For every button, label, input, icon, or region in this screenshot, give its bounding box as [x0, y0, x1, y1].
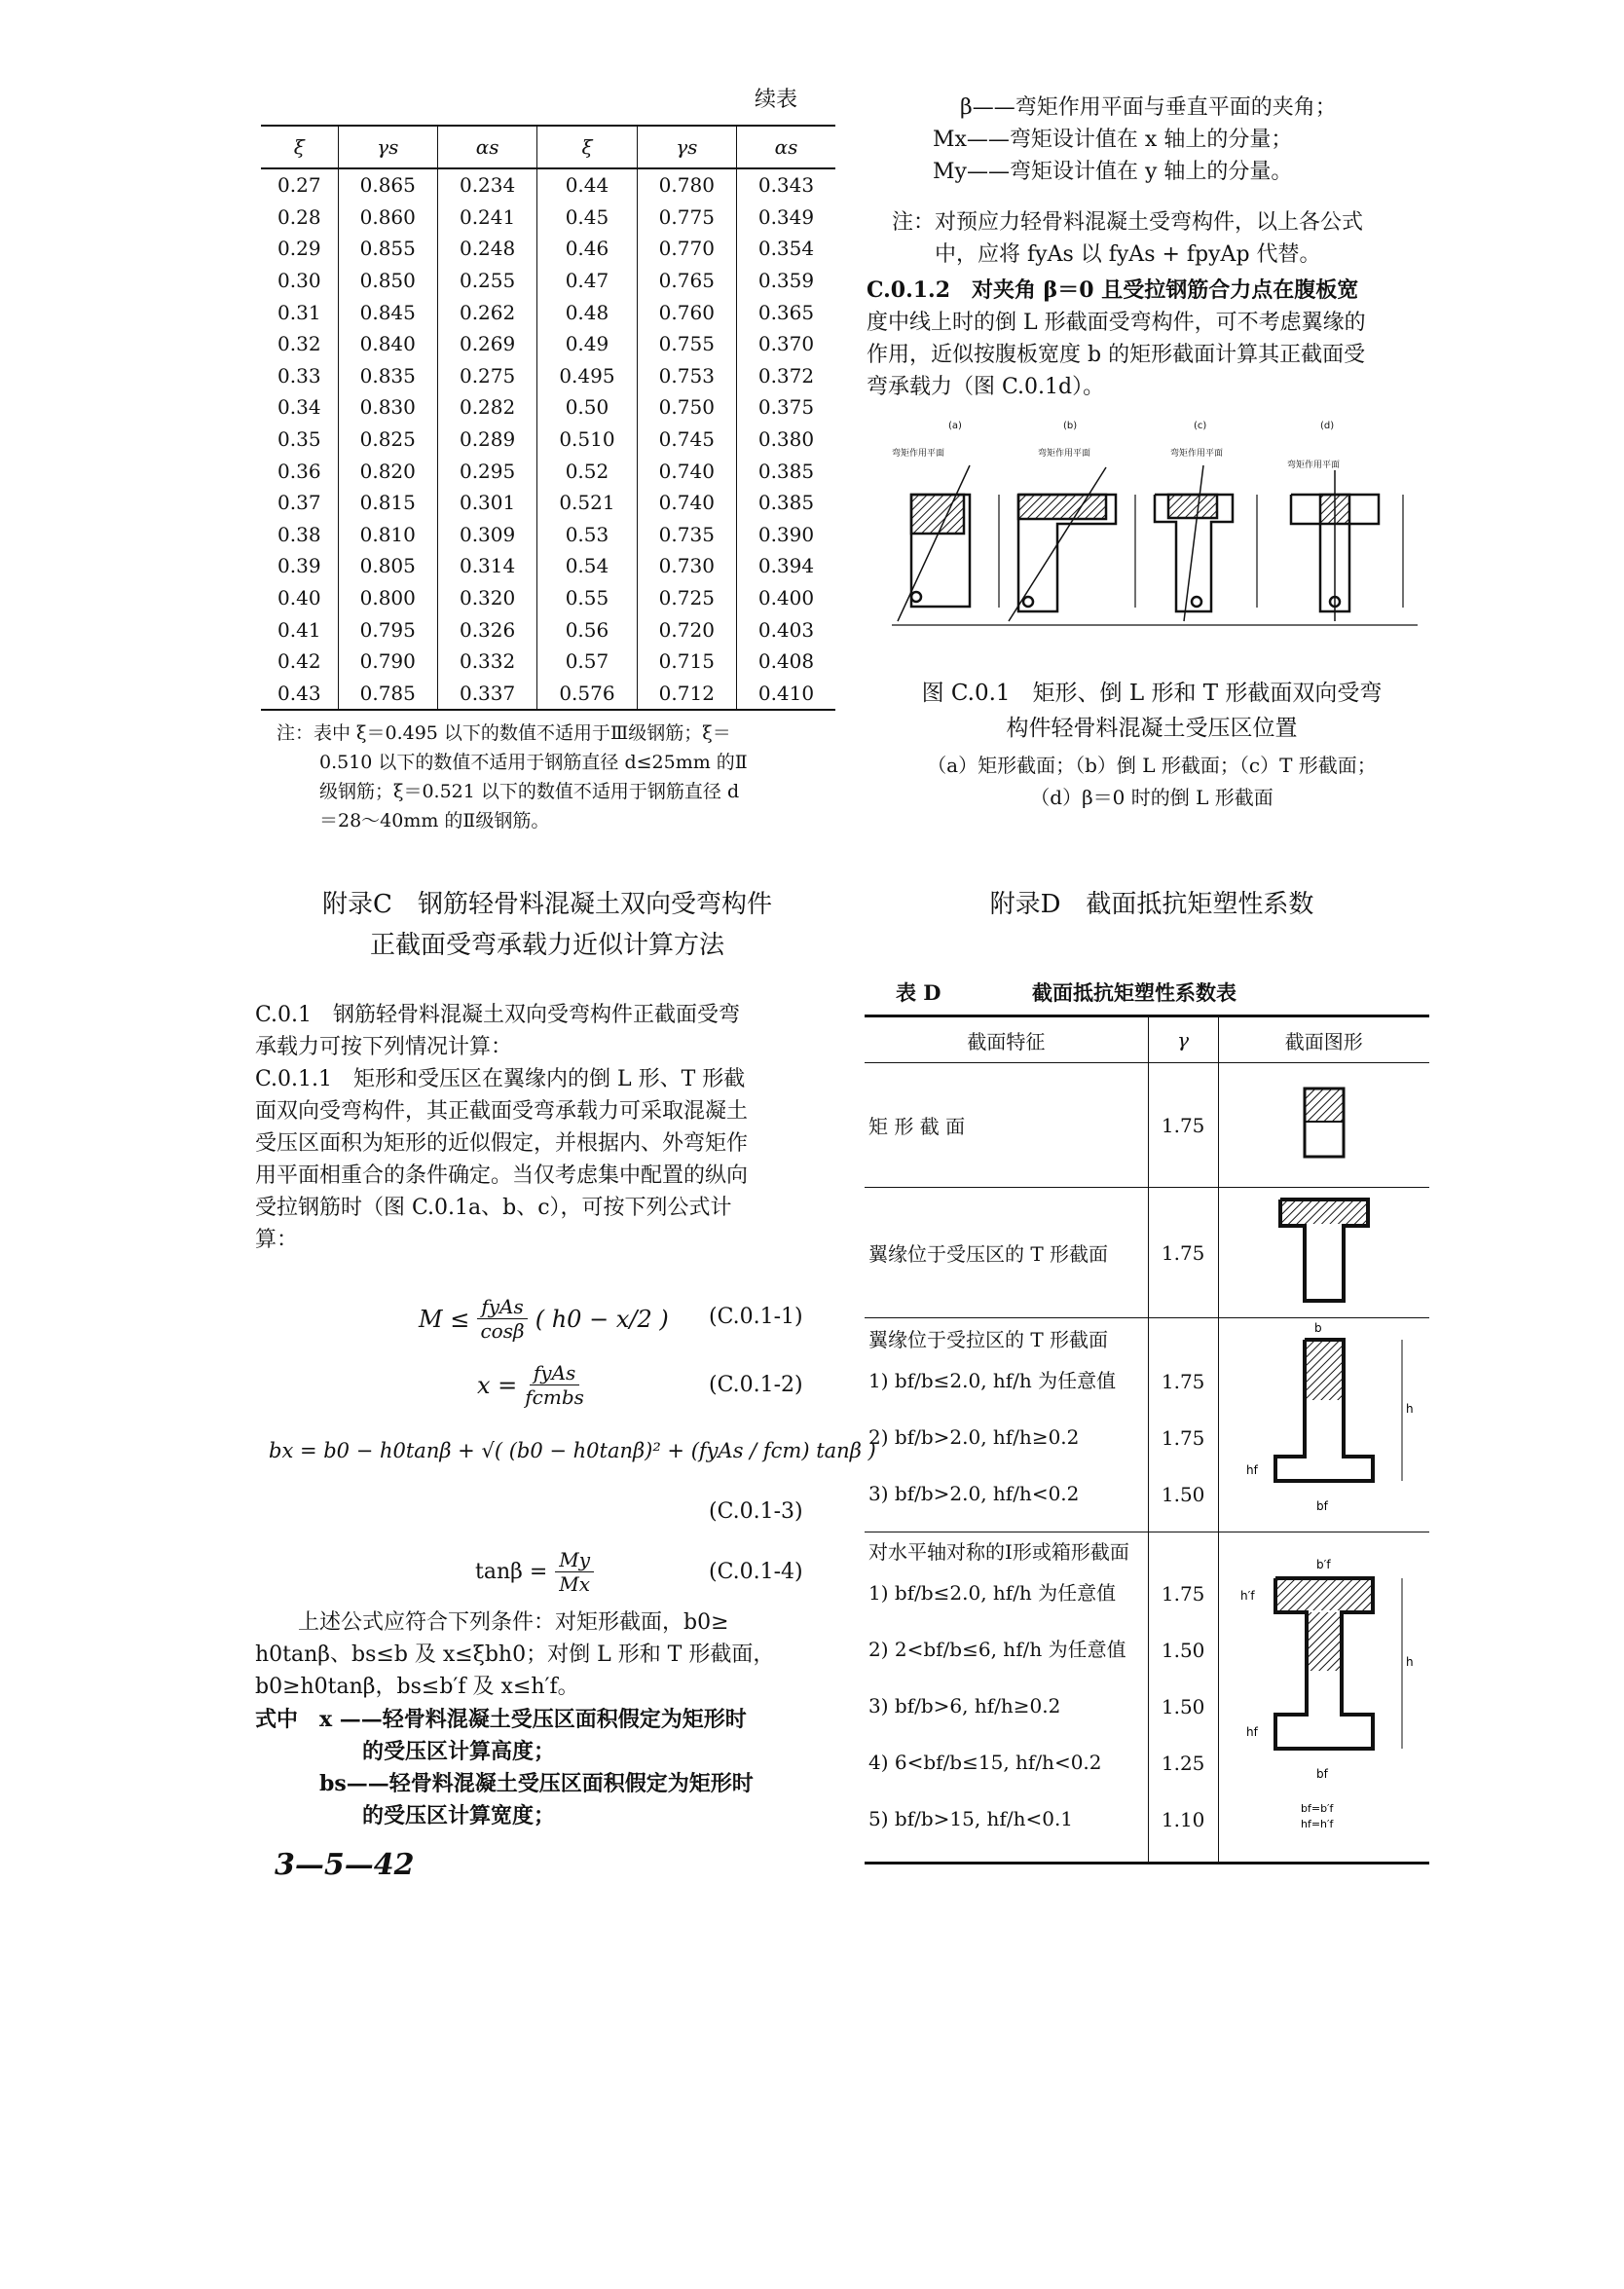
formula-c011 — [419, 1295, 669, 1343]
rect-shape-icon — [1218, 1063, 1429, 1188]
table-cell: 0.770 — [637, 233, 736, 265]
table-cell: 0.845 — [338, 296, 437, 328]
col-header: 截面特征 — [865, 1016, 1148, 1063]
table-cell: 0.43 — [261, 678, 338, 711]
table-cell: 0.372 — [736, 360, 835, 392]
dim-label: hf=h′f — [1300, 1817, 1334, 1830]
sub-item: 2) bf/b>2.0, hf/h≥0.2 — [868, 1425, 1080, 1449]
panel-label-a: (a) — [948, 421, 962, 431]
table-cell: 0.282 — [437, 391, 536, 424]
table-cell: 0.57 — [537, 646, 637, 678]
table-cell: 0.865 — [338, 168, 437, 202]
table-cell: 0.47 — [537, 265, 637, 297]
table-cell: 0.780 — [637, 168, 736, 202]
where-block — [255, 1704, 839, 1832]
table-cell: 0.349 — [736, 202, 835, 234]
formula-lhs: x = — [477, 1371, 518, 1399]
table-cell: 0.255 — [437, 265, 536, 297]
sub-item: 1) bf/b≤2.0, hf/h 为任意值 — [868, 1369, 1117, 1392]
col-header: γ — [1148, 1016, 1218, 1063]
i-section-icon — [1227, 1539, 1421, 1851]
table-row — [261, 519, 835, 551]
table-cell: 0.765 — [637, 265, 736, 297]
table-cell: 0.40 — [277, 586, 321, 610]
gamma-cell: 1.75 — [1148, 1063, 1218, 1188]
table-cell: 0.385 — [736, 455, 835, 487]
table-cell: 0.860 — [338, 202, 437, 234]
para-line: C.0.1.2 对夹角 β＝0 且受拉钢筋合力点在腹板宽 — [867, 277, 1359, 303]
para-line: C.0.1.1 矩形和受压区在翼缘内的倒 L 形、T 形截 — [255, 1067, 746, 1091]
sub-items — [868, 1352, 1144, 1522]
feature-cell — [865, 1532, 1148, 1864]
para-line: 用平面相重合的条件确定。当仅考虑集中配置的纵向 — [255, 1163, 749, 1188]
table-cell: 0.32 — [277, 332, 321, 356]
col-header: ξ — [261, 126, 338, 168]
table-cell: 0.46 — [537, 233, 637, 265]
table-cell: 0.810 — [338, 519, 437, 551]
table-cell: 0.27 — [277, 173, 321, 198]
table-cell: 0.295 — [437, 455, 536, 487]
numerator: fyAs — [530, 1361, 579, 1385]
table-cell: 0.850 — [338, 265, 437, 297]
table-cell: 0.50 — [537, 391, 637, 424]
fraction — [555, 1548, 594, 1596]
moment-label: 弯矩作用平面 — [892, 449, 945, 459]
formula-tag: (C.0.1-4) — [709, 1560, 803, 1584]
gamma-list — [1153, 1566, 1214, 1848]
formula-lhs: M ≤ — [419, 1305, 470, 1333]
table-cell: 0.30 — [277, 269, 321, 293]
where-line: 的受压区计算宽度； — [255, 1803, 556, 1828]
table-row — [261, 678, 835, 711]
table-cell: 0.403 — [736, 613, 835, 646]
table-cell: 0.36 — [277, 459, 321, 483]
symbol-defs — [933, 92, 1458, 188]
table-cell: 0.44 — [537, 168, 637, 202]
col-header: αs — [437, 126, 536, 168]
note-line: 中，应将 fyAs 以 fyAs + fpyAp 代替。 — [935, 242, 1321, 267]
para-line: 面双向受弯构件，其正截面受弯承载力可采取混凝土 — [255, 1099, 749, 1124]
gamma-value: 1.10 — [1161, 1808, 1205, 1831]
table-cell: 0.370 — [736, 328, 835, 360]
rect-section-icon — [1295, 1084, 1353, 1162]
denominator: cosβ — [480, 1319, 525, 1343]
denominator: Mx — [559, 1572, 591, 1596]
table-cell: 0.56 — [537, 613, 637, 646]
gamma-value: 1.75 — [1161, 1370, 1205, 1393]
table-row — [865, 1318, 1429, 1532]
i-shape-icon — [1218, 1532, 1429, 1864]
caption-line: 构件轻骨料混凝土受压区位置 — [1006, 716, 1298, 741]
table-cell: 0.785 — [338, 678, 437, 711]
feature-cell: 翼缘位于受压区的 T 形截面 — [865, 1188, 1148, 1318]
dim-label: hf — [1245, 1463, 1258, 1477]
gamma-cell — [1148, 1318, 1218, 1532]
table-cell: 0.52 — [537, 455, 637, 487]
para-line: 弯承载力（图 C.0.1d）。 — [867, 375, 1105, 399]
table-cell: 0.825 — [338, 424, 437, 456]
sub-item: 4) 6<bf/b≤15, hf/h<0.2 — [868, 1751, 1102, 1774]
table-cell: 0.354 — [736, 233, 835, 265]
section-t-c — [1155, 465, 1233, 621]
table-cell: 0.753 — [637, 360, 736, 392]
t-section-icon — [1271, 1192, 1378, 1309]
section-c012 — [867, 275, 1441, 403]
table-cell: 0.326 — [437, 613, 536, 646]
table-cell: 0.275 — [437, 360, 536, 392]
table-cell: 0.510 — [537, 424, 637, 456]
numerator: My — [555, 1548, 594, 1572]
formula-c014 — [475, 1548, 594, 1596]
para-line: 算： — [255, 1228, 299, 1252]
col-header: γs — [338, 126, 437, 168]
table-cell: 0.234 — [437, 168, 536, 202]
def-line: β——弯矩作用平面与垂直平面的夹角； — [960, 95, 1337, 120]
table-cell: 0.241 — [437, 202, 536, 234]
table-row — [261, 360, 835, 392]
table-cell: 0.359 — [736, 265, 835, 297]
figure-caption — [865, 676, 1439, 746]
table-cell: 0.41 — [277, 617, 321, 642]
table-row — [865, 1188, 1429, 1318]
para-line: h0tanβ、bs≤b 及 x≤ξbh0；对倒 L 形和 T 形截面， — [255, 1643, 775, 1667]
table-cell: 0.755 — [637, 328, 736, 360]
where-line: 的受压区计算高度； — [255, 1739, 556, 1764]
table-cell: 0.29 — [277, 237, 321, 261]
formula-tag: (C.0.1-1) — [709, 1305, 803, 1329]
note-line: ＝28～40mm 的Ⅱ级钢筋。 — [319, 810, 550, 831]
table-cell: 0.835 — [338, 360, 437, 392]
table-cell: 0.720 — [637, 613, 736, 646]
formula-c013: bx = b0 − h0tanβ + √( (b0 − h0tanβ)² + (fyAs / fcm) tanβ ) — [269, 1439, 876, 1462]
table-cell: 0.712 — [637, 678, 736, 711]
group-title: 翼缘位于受拉区的 T 形截面 — [868, 1328, 1109, 1351]
para-line: 受压区面积为矩形的近似假定，并根据内、外弯矩作 — [255, 1131, 749, 1156]
table-d-title: 截面抵抗矩塑性系数表 — [1032, 980, 1236, 1005]
table-cell: 0.394 — [736, 550, 835, 582]
table-cell: 0.740 — [637, 455, 736, 487]
table-cell: 0.248 — [437, 233, 536, 265]
table-cell: 0.380 — [736, 424, 835, 456]
table-cell: 0.805 — [338, 550, 437, 582]
col-header: αs — [736, 126, 835, 168]
feature-cell — [865, 1318, 1148, 1532]
dim-label: bf — [1315, 1499, 1328, 1513]
table-cell: 0.521 — [537, 487, 637, 519]
table-cell: 0.365 — [736, 296, 835, 328]
para-line: 承载力可按下列情况计算： — [255, 1035, 513, 1059]
para-line: 作用，近似按腹板宽度 b 的矩形截面计算其正截面受 — [867, 343, 1366, 367]
table-cell: 0.390 — [736, 519, 835, 551]
table-cell: 0.408 — [736, 646, 835, 678]
title-line: 附录C 钢筋轻骨料混凝土双向受弯构件 — [322, 890, 772, 919]
table-row — [261, 233, 835, 265]
table-cell: 0.45 — [537, 202, 637, 234]
figure-c01 — [872, 417, 1437, 660]
table-cell: 0.815 — [338, 487, 437, 519]
formula-lhs: tanβ = — [475, 1560, 548, 1584]
table-cell: 0.34 — [277, 395, 321, 420]
sub-items — [868, 1565, 1144, 1847]
table-cell: 0.35 — [277, 427, 321, 452]
table-cell: 0.343 — [736, 168, 835, 202]
caption-line: （a）矩形截面；（b）倒 L 形截面；（c）T 形截面； — [927, 754, 1377, 777]
col-header: γs — [637, 126, 736, 168]
table-row — [261, 424, 835, 456]
table-cell: 0.31 — [277, 300, 321, 324]
table-cell: 0.855 — [338, 233, 437, 265]
inverted-t-section-icon — [1227, 1320, 1421, 1525]
table-cell: 0.314 — [437, 550, 536, 582]
table-row — [865, 1063, 1429, 1188]
sub-item: 5) bf/b>15, hf/h<0.1 — [868, 1807, 1074, 1830]
table-cell: 0.790 — [338, 646, 437, 678]
sub-item: 2) 2<bf/b≤6, hf/h 为任意值 — [868, 1638, 1126, 1661]
appendix-c-title — [255, 884, 839, 966]
inverted-t-shape-icon — [1218, 1318, 1429, 1532]
page-number: 3—5—42 — [275, 1848, 415, 1882]
def-line: Mx——弯矩设计值在 x 轴上的分量； — [933, 128, 1293, 152]
table-row — [261, 613, 835, 646]
table-cell: 0.337 — [437, 678, 536, 711]
panel-label-b: (b) — [1063, 421, 1078, 431]
gamma-value: 1.25 — [1161, 1752, 1205, 1775]
table-cell: 0.320 — [437, 582, 536, 614]
table-cell: 0.760 — [637, 296, 736, 328]
table-cell: 0.730 — [637, 550, 736, 582]
panel-label-d: (d) — [1320, 421, 1335, 431]
section-rect-a — [898, 465, 970, 621]
sub-item: 1) bf/b≤2.0, hf/h 为任意值 — [868, 1581, 1117, 1605]
dim-label: b′f — [1315, 1557, 1331, 1571]
xi-gamma-alpha-table — [261, 125, 835, 711]
table-body — [261, 168, 835, 710]
def-line: My——弯矩设计值在 y 轴上的分量。 — [933, 160, 1293, 184]
table-cell: 0.576 — [537, 678, 637, 711]
section-l-b — [1009, 467, 1116, 621]
table-row — [261, 550, 835, 582]
section-l-d — [1291, 470, 1379, 621]
fraction — [525, 1361, 584, 1409]
table-cell: 0.38 — [277, 522, 321, 546]
feature-cell: 矩 形 截 面 — [868, 1115, 966, 1138]
table-cell: 0.795 — [338, 613, 437, 646]
panel-label-c: (c) — [1194, 421, 1207, 431]
gamma-value: 1.75 — [1161, 1426, 1205, 1450]
caption-line: （d）β＝0 时的倒 L 形截面 — [1030, 786, 1273, 809]
table-row — [261, 455, 835, 487]
denominator: fcmbs — [525, 1385, 584, 1409]
table-cell: 0.262 — [437, 296, 536, 328]
table-cell: 0.745 — [637, 424, 736, 456]
formula-rest: ( h0 − x/2 ) — [535, 1305, 669, 1333]
table-cell: 0.49 — [537, 328, 637, 360]
moment-label: 弯矩作用平面 — [1287, 461, 1341, 470]
table-cell: 0.840 — [338, 328, 437, 360]
table-cell: 0.735 — [637, 519, 736, 551]
table-row — [261, 328, 835, 360]
prestress-note — [892, 206, 1447, 271]
table-row — [261, 391, 835, 424]
table-cell: 0.289 — [437, 424, 536, 456]
table-note — [277, 719, 836, 835]
table-row — [261, 582, 835, 614]
note-line: 注：对预应力轻骨料混凝土受弯构件，以上各公式 — [892, 210, 1364, 235]
gamma-list — [1153, 1353, 1214, 1523]
table-cell: 0.750 — [637, 391, 736, 424]
t-shape-icon — [1218, 1188, 1429, 1318]
table-cell: 0.55 — [537, 582, 637, 614]
para-line: 受拉钢筋时（图 C.0.1a、b、c），可按下列公式计 — [255, 1196, 732, 1220]
table-cell: 0.53 — [537, 519, 637, 551]
table-row — [261, 646, 835, 678]
figure-subcaption — [865, 750, 1439, 814]
formula-c012 — [477, 1361, 584, 1409]
table-cell: 0.800 — [338, 582, 437, 614]
formula-tag: (C.0.1-2) — [709, 1373, 803, 1397]
table-row — [261, 168, 835, 202]
table-row — [261, 487, 835, 519]
table-cell: 0.775 — [637, 202, 736, 234]
dim-label: bf=b′f — [1300, 1801, 1334, 1815]
table-row — [261, 202, 835, 234]
dim-label: b — [1313, 1321, 1322, 1335]
note-line: 注：表中 ξ＝0.495 以下的数值不适用于Ⅲ级钢筋；ξ＝ — [277, 722, 731, 744]
table-row — [261, 265, 835, 297]
para-line: 上述公式应符合下列条件：对矩形截面，b0≥ — [255, 1610, 729, 1635]
table-cell: 0.28 — [277, 204, 321, 229]
table-cell: 0.830 — [338, 391, 437, 424]
caption-line: 图 C.0.1 矩形、倒 L 形和 T 形截面双向受弯 — [921, 681, 1383, 706]
plasticity-table — [865, 1015, 1429, 1864]
group-title: 对水平轴对称的I形或箱形截面 — [868, 1540, 1129, 1564]
note-line: 0.510 以下的数值不适用于钢筋直径 d≤25mm 的Ⅱ — [319, 752, 748, 773]
gamma-value: 1.75 — [1161, 1582, 1205, 1606]
para-line: b0≥h0tanβ，bs≤b′f 及 x≤h′f。 — [255, 1675, 579, 1699]
appendix-d-title: 附录D 截面抵抗矩塑性系数 — [989, 890, 1314, 919]
table-cell: 0.820 — [338, 455, 437, 487]
table-cell: 0.740 — [637, 487, 736, 519]
where-line: 式中 x ——轻骨料混凝土受压区面积假定为矩形时 — [255, 1707, 747, 1732]
col-header: 截面图形 — [1218, 1016, 1429, 1063]
note-line: 级钢筋；ξ＝0.521 以下的数值不适用于钢筋直径 d — [319, 781, 740, 802]
gamma-cell — [1148, 1532, 1218, 1864]
gamma-value: 1.50 — [1161, 1639, 1205, 1662]
table-cell: 0.385 — [736, 487, 835, 519]
para-line: C.0.1 钢筋轻骨料混凝土双向受弯构件正截面受弯 — [255, 1003, 741, 1027]
table-cell: 0.332 — [437, 646, 536, 678]
continued-label: 续表 — [755, 88, 798, 112]
fraction — [477, 1295, 527, 1343]
moment-label: 弯矩作用平面 — [1170, 449, 1224, 459]
table-cell: 0.715 — [637, 646, 736, 678]
table-cell: 0.309 — [437, 519, 536, 551]
dim-label: h — [1405, 1654, 1414, 1669]
table-cell: 0.301 — [437, 487, 536, 519]
dim-label: hf — [1245, 1724, 1258, 1739]
table-cell: 0.42 — [277, 649, 321, 674]
table-row — [261, 296, 835, 328]
table-cell: 0.39 — [277, 554, 321, 578]
table-cell: 0.54 — [537, 550, 637, 582]
table-cell: 0.33 — [277, 363, 321, 388]
table-cell: 0.48 — [537, 296, 637, 328]
conditions — [255, 1606, 839, 1703]
dim-label: bf — [1315, 1766, 1328, 1781]
col-header: ξ — [537, 126, 637, 168]
gamma-value: 1.50 — [1161, 1483, 1205, 1506]
gamma-value: 1.50 — [1161, 1695, 1205, 1718]
moment-label: 弯矩作用平面 — [1038, 449, 1091, 459]
table-cell: 0.495 — [537, 360, 637, 392]
table-cell: 0.400 — [736, 582, 835, 614]
table-cell: 0.269 — [437, 328, 536, 360]
table-d-label: 表 D — [896, 980, 941, 1005]
gamma-cell: 1.75 — [1148, 1188, 1218, 1318]
formula-tag: (C.0.1-3) — [709, 1499, 803, 1524]
section-c01 — [255, 999, 839, 1256]
sub-item: 3) bf/b>6, hf/h≥0.2 — [868, 1694, 1061, 1717]
dim-label: h — [1405, 1402, 1414, 1416]
para-line: 度中线上时的倒 L 形截面受弯构件，可不考虑翼缘的 — [867, 311, 1366, 335]
dim-label: h′f — [1239, 1588, 1255, 1603]
table-row — [865, 1532, 1429, 1864]
table-cell: 0.37 — [277, 491, 321, 515]
table-cell: 0.725 — [637, 582, 736, 614]
sub-item: 3) bf/b>2.0, hf/h<0.2 — [868, 1482, 1080, 1505]
where-line: bs——轻骨料混凝土受压区面积假定为矩形时 — [255, 1771, 754, 1796]
table-cell: 0.375 — [736, 391, 835, 424]
table-cell: 0.410 — [736, 678, 835, 711]
numerator: fyAs — [477, 1295, 527, 1319]
title-line: 正截面受弯承载力近似计算方法 — [369, 931, 724, 960]
